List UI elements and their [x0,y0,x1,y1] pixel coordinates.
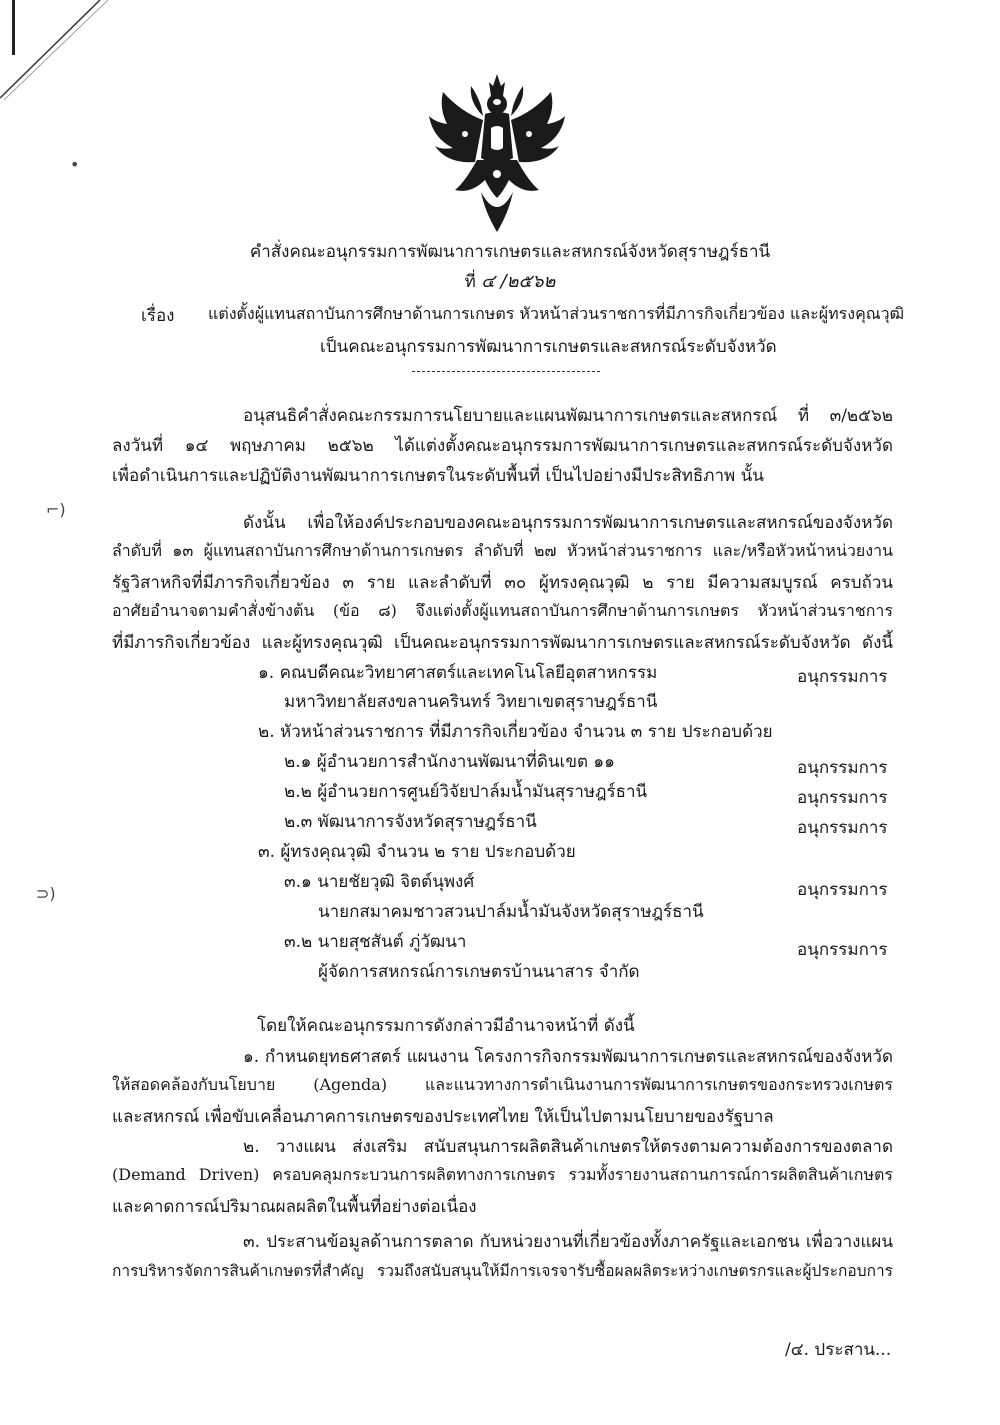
margin-bracket-mark: ⊃) [36,884,56,903]
scan-fold-line [0,0,120,100]
order-number-prefix: ที่ [464,272,476,292]
margin-dot: • [70,155,80,174]
member-item-3-2-title: ผู้จัดการสหกรณ์การเกษตรบ้านนาสาร จำกัด [318,962,640,982]
order-number [10,266,1000,295]
continuation-note: /๔. ประสาน... [785,1340,892,1360]
header-divider [412,371,600,372]
para2-line-3: รัฐวิสาหกิจที่มีภารกิจเกี่ยวข้อง ๓ ราย และลำดับที่ ๓๐ ผู้ทรงคุณวุฒิ ๒ ราย มีความสมบูรณ์ ครบถ้วน [112,573,893,593]
duty3-line-1: ๓. ประสานข้อมูลด้านการตลาด กับหน่วยงานที่เกี่ยวข้องทั้งภาครัฐและเอกชน เพื่อวางแผน [243,1232,893,1252]
order-title: คำสั่งคณะอนุกรรมการพัฒนาการเกษตรและสหกรณ์จังหวัดสุราษฎร์ธานี [249,242,771,262]
member-item-2-3: ๒.๓ พัฒนาการจังหวัดสุราษฎร์ธานี [284,812,537,832]
subject-label: เรื่อง [141,306,175,326]
para1-line-2: ลงวันที่ ๑๔ พฤษภาคม ๒๕๖๒ ได้แต่งตั้งคณะอนุกรรมการพัฒนาการเกษตรและสหกรณ์ระดับจังหวัด [112,436,893,456]
member-item-2-1: ๒.๑ ผู้อำนวยการสำนักงานพัฒนาที่ดินเขต ๑๑ [284,752,615,772]
garuda-emblem-icon [425,72,570,237]
member-item-3-1: ๓.๑ นายชัยวุฒิ จิตต์นุพงศ์ [284,872,475,892]
duty2-line-3: และคาดการณ์ปริมาณผลผลิตในพื้นที่อย่างต่อเนื่อง [112,1197,477,1217]
duties-intro: โดยให้คณะอนุกรรมการดังกล่าวมีอำนาจหน้าที่ ดังนี้ [257,1016,635,1036]
member-item-1-org: มหาวิทยาลัยสงขลานครินทร์ วิทยาเขตสุราษฎร์ธานี [284,692,658,712]
subject-line-2: เป็นคณะอนุกรรมการพัฒนาการเกษตรและสหกรณ์ระดับจังหวัด [320,337,777,357]
subject-line-1: แต่งตั้งผู้แทนสถาบันการศึกษาด้านการเกษตร หัวหน้าส่วนราชการที่มีภารกิจเกี่ยวข้อง และผู้ทรงคุณวุฒิ [208,304,905,323]
member-item-3-2: ๓.๒ นายสุชสันต์ ภู่วัฒนา [284,932,467,952]
member-item-3-header: ๓. ผู้ทรงคุณวุฒิ จำนวน ๒ ราย ประกอบด้วย [258,842,576,862]
para2-line-2: ลำดับที่ ๑๓ ผู้แทนสถาบันการศึกษาด้านการเกษตร ลำดับที่ ๒๗ หัวหน้าส่วนราชการ และ/หรือหัวหน้าหน่วยงาน [112,541,893,560]
role-label: อนุกรรมการ [797,788,888,808]
para2-line-1: ดังนั้น เพื่อให้องค์ประกอบของคณะอนุกรรมการพัฒนาการเกษตรและสหกรณ์ของจังหวัด [243,513,893,533]
role-label: อนุกรรมการ [797,758,888,778]
role-label: อนุกรรมการ [797,818,888,838]
duty2-line-1: ๒. วางแผน ส่งเสริม สนับสนุนการผลิตสินค้าเกษตรให้ตรงตามความต้องการของตลาด [243,1137,893,1157]
para2-line-4: อาศัยอำนาจตามคำสั่งข้างต้น (ข้อ ๘) จึงแต่งตั้งผู้แทนสถาบันการศึกษาด้านการเกษตร หัวหน้าส่วนราชการ [112,601,893,620]
duty1-line-3: และสหกรณ์ เพื่อขับเคลื่อนภาคการเกษตรของประเทศไทย ให้เป็นไปตามนโยบายของรัฐบาล [112,1107,774,1127]
duty1-line-1: ๑. กำหนดยุทธศาสตร์ แผนงาน โครงการกิจกรรมพัฒนาการเกษตรและสหกรณ์ของจังหวัด [243,1047,893,1067]
para2-line-5: ที่มีภารกิจเกี่ยวข้อง และผู้ทรงคุณวุฒิ เป็นคณะอนุกรรมการพัฒนาการเกษตรและสหกรณ์ระดับจังหวัด ดังนี้ [112,633,893,653]
margin-bracket-mark: ⌐) [46,500,66,519]
para1-line-3: เพื่อดำเนินการและปฏิบัติงานพัฒนาการเกษตรในระดับพื้นที่ เป็นไปอย่างมีประสิทธิภาพ นั้น [112,466,764,486]
role-label: อนุกรรมการ [797,940,888,960]
order-number-value: ๔ /๒๕๖๒ [481,271,556,292]
member-item-3-1-title: นายกสมาคมชาวสวนปาล์มน้ำมันจังหวัดสุราษฎร์ธานี [318,902,704,922]
role-label: อนุกรรมการ [797,667,888,687]
duty1-line-2: ให้สอดคล้องกับนโยบาย (Agenda) และแนวทางการดำเนินงานการพัฒนาการเกษตรของกระทรวงเกษตร [112,1075,893,1094]
duty2-line-2: (Demand Driven) ครอบคลุมกระบวนการผลิตทางการเกษตร รวมทั้งรายงานสถานการณ์การผลิตสินค้าเกษตร [112,1165,893,1184]
role-label: อนุกรรมการ [797,880,888,900]
para1-line-1: อนุสนธิคำสั่งคณะกรรมการนโยบายและแผนพัฒนาการเกษตรและสหกรณ์ ที่ ๓/๒๕๖๒ [243,406,893,426]
member-item-2-2: ๒.๒ ผู้อำนวยการศูนย์วิจัยปาล์มน้ำมันสุราษฎร์ธานี [284,782,648,802]
member-item-1: ๑. คณบดีคณะวิทยาศาสตร์และเทคโนโลยีอุตสาหกรรม [258,663,658,683]
member-item-2-header: ๒. หัวหน้าส่วนราชการ ที่มีภารกิจเกี่ยวข้อง จำนวน ๓ ราย ประกอบด้วย [258,722,773,742]
duty3-line-2: การบริหารจัดการสินค้าเกษตรที่สำคัญ รวมถึงสนับสนุนให้มีการเจรจารับซื้อผลผลิตระหว่างเกษตรกรและผู้ประกอบการ [112,1262,893,1280]
